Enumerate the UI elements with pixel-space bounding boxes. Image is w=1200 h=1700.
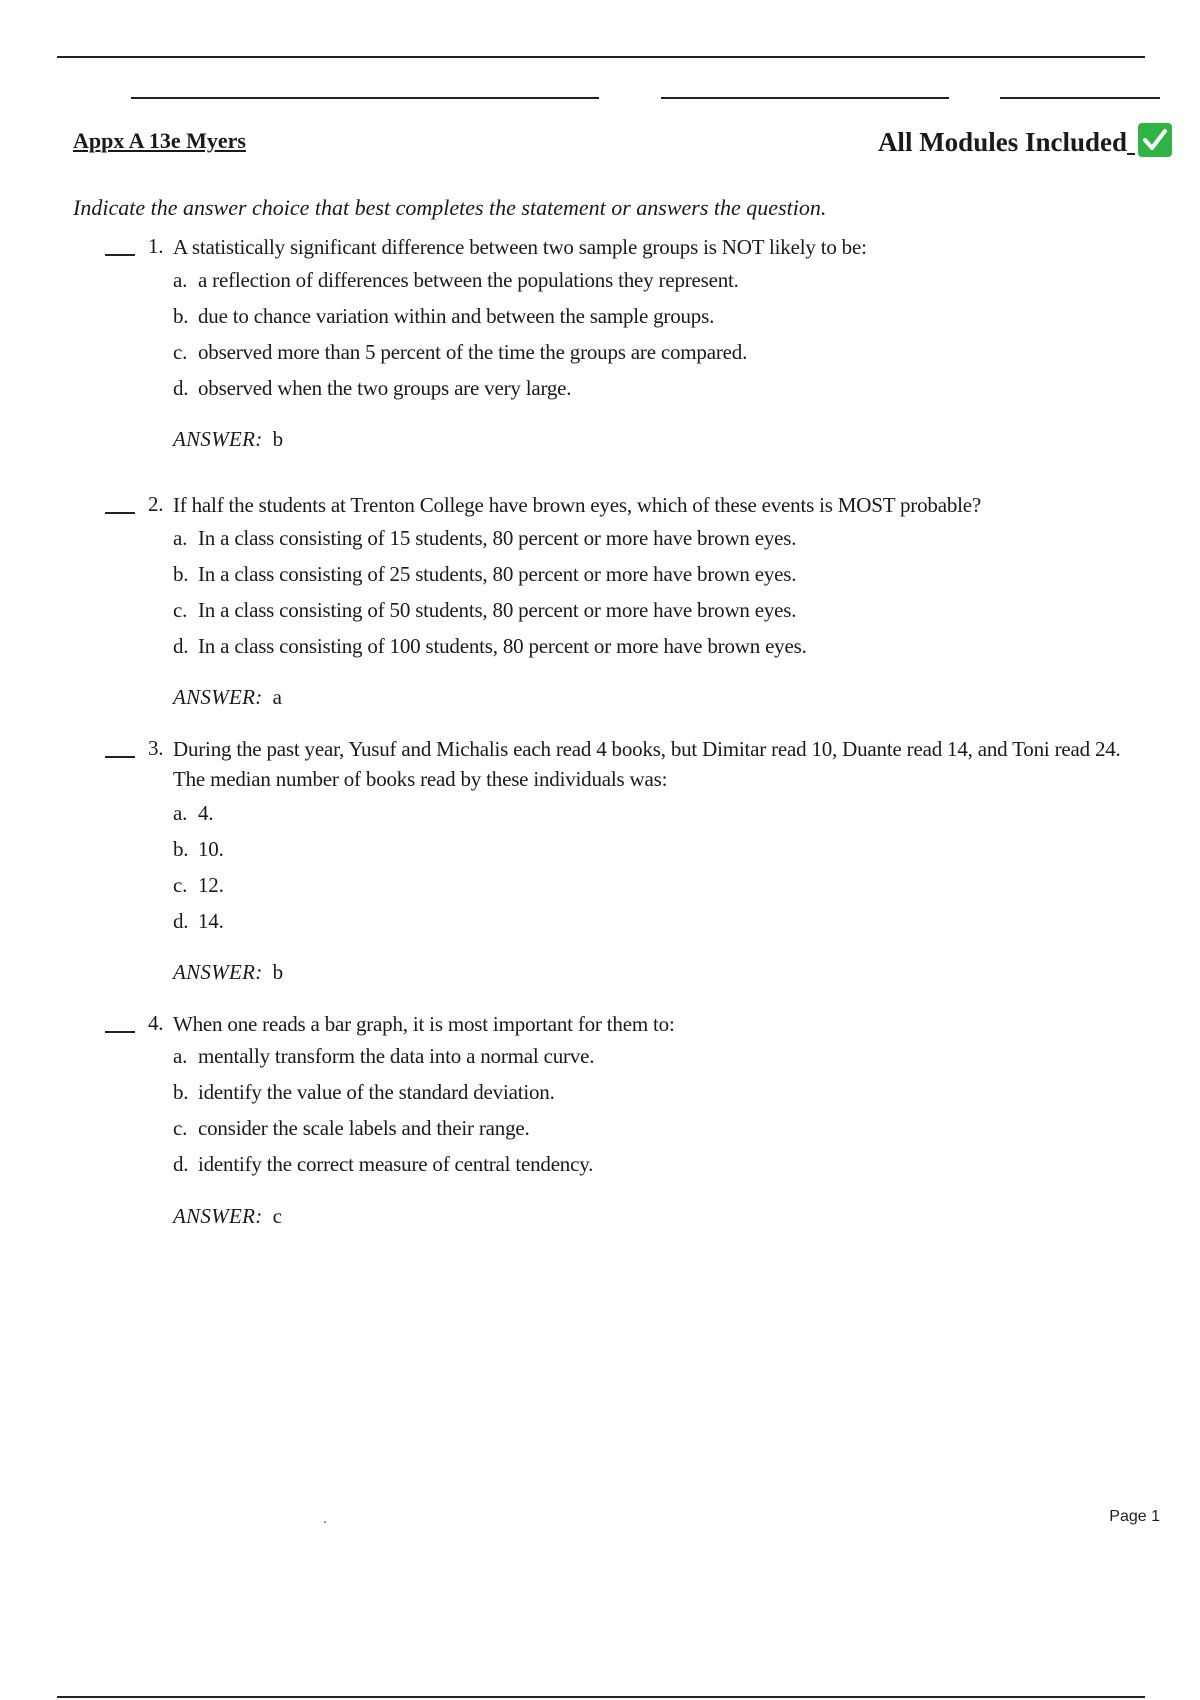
question-number: 2. [148,492,164,516]
class-blank-line [661,97,949,99]
answer-blank [105,756,135,758]
question-stem: During the past year, Yusuf and Michalis each read 4 books, but Dimitar read 10, Duante read 14, and Toni read 24. The median number of books read by these individuals was: [173,737,1121,791]
question-stem: If half the students at Trenton College have brown eyes, which of these events is MOST probable? [173,493,981,517]
option-b: b. 10. [173,837,224,861]
option-b: b. identify the value of the standard deviation. [173,1080,555,1104]
document-title: Appx A 13e Myers [73,128,246,153]
option-c: c. observed more than 5 percent of the time the groups are compared. [173,340,748,364]
modules-underline [1127,131,1135,155]
scan-speck [324,1521,326,1523]
answer-line: ANSWER: c [173,1204,282,1228]
option-c: c. consider the scale labels and their range. [173,1116,530,1140]
question-number: 1. [148,234,164,258]
instructions: Indicate the answer choice that best completes the statement or answers the question. [73,195,827,220]
option-d: d. In a class consisting of 100 students, 80 percent or more have brown eyes. [173,634,807,658]
question-number: 3. [148,736,164,760]
option-a: a. mentally transform the data into a normal curve. [173,1044,595,1068]
answer-blank [105,1031,135,1033]
answer-line: ANSWER: b [173,960,284,984]
option-b: b. due to chance variation within and between the sample groups. [173,304,715,328]
answer-line: ANSWER: a [173,685,282,709]
date-blank-line [1000,97,1160,99]
option-c: c. 12. [173,873,224,897]
option-a: a. a reflection of differences between the populations they represent. [173,268,739,292]
option-a: a. 4. [173,801,214,825]
question-number: 4. [148,1011,164,1035]
option-a: a. In a class consisting of 15 students, 80 percent or more have brown eyes. [173,526,797,550]
modules-text: All Modules Included [877,127,1127,157]
option-d: d. observed when the two groups are very large. [173,376,572,400]
option-c: c. In a class consisting of 50 students, 80 percent or more have brown eyes. [173,598,797,622]
bottom-rule [57,1696,1145,1698]
answer-blank [105,512,135,514]
page-number: Page 1 [1109,1508,1160,1525]
question-stem: When one reads a bar graph, it is most important for them to: [173,1012,675,1036]
name-blank-line [131,97,599,99]
question-stem: A statistically significant difference between two sample groups is NOT likely to be: [173,235,867,259]
answer-line: ANSWER: b [173,427,284,451]
modules-header [878,122,1173,158]
option-d: d. 14. [173,909,224,933]
top-rule [57,56,1145,58]
check-box-icon [1137,122,1173,158]
option-b: b. In a class consisting of 25 students, 80 percent or more have brown eyes. [173,562,797,586]
answer-blank [105,254,135,256]
option-d: d. identify the correct measure of central tendency. [173,1152,594,1176]
